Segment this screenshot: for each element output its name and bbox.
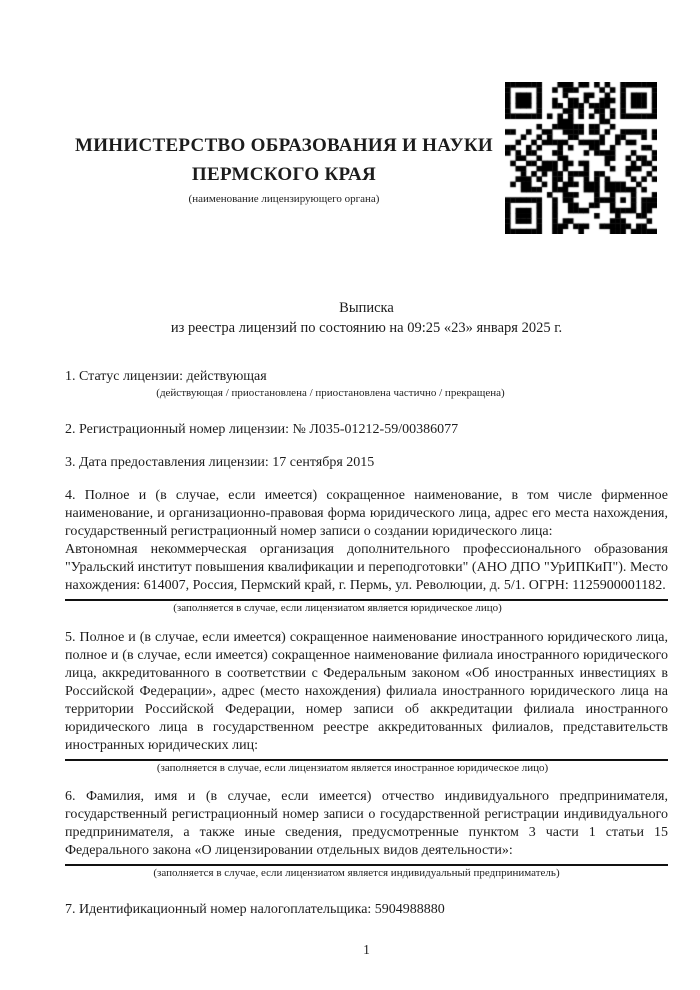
page-number: 1 [363,942,370,957]
ministry-name-line2: ПЕРМСКОГО КРАЯ [191,164,377,185]
document-title-line1: Выписка [339,300,394,316]
license-status-text: 1. Статус лицензии: действующая [65,369,267,384]
individual-entrepreneur-caption: (заполняется в случае, если лицензиатом является индивидуальный предприниматель) [153,867,560,879]
field-registration-number: 2. Регистрационный номер лицензии: № Л035-01212-59/00386077 [65,422,459,437]
qr-code [505,82,657,234]
field-license-status [65,368,668,401]
legal-entity-value: Автономная некоммерческая организация дополнительного профессионального образования "Уральский институт повышения квалификации и переподготовки" (АНО ДПО "УрИПКиП"). Место нахождения: 614007, Россия, Пермский край, г. Пермь, ул. Революции, д. 5/1. ОГРН: 1125900001182. [65,542,668,593]
document-header [65,0,668,238]
ministry-caption: (наименование лицензирующего органа) [188,193,380,205]
individual-entrepreneur-label: 6. Фамилия, имя и (в случае, если имеется) отчество индивидуального предпринимателя, государственный регистрационный номер записи о государственной регистрации индивидуального предпринимателя, а также иные сведения, предусмотренные пунктом 3 части 1 статьи 15 Федерального закона «О лицензировании отдельных видов деятельности»: [65,789,668,858]
field-legal-entity [65,487,668,616]
document-title-line2: из реестра лицензий по состоянию на 09:25 «23» января 2025 г. [170,320,563,336]
licensing-authority-block [65,131,503,206]
legal-entity-label: 4. Полное и (в случае, если имеется) сокращенное наименование, в том числе фирменное наименование, и организационно-правовая форма юридического лица, адрес его места нахождения, государственный регистрационный номер записи о создании юридического лица: [65,488,668,539]
document-title [65,298,668,338]
qr-code-block [505,82,657,234]
field-individual-entrepreneur [65,788,668,881]
ministry-name-line1: МИНИСТЕРСТВО ОБРАЗОВАНИЯ И НАУКИ [74,135,494,156]
legal-entity-caption: (заполняется в случае, если лицензиатом является юридическое лицо) [173,602,502,614]
foreign-entity-caption: (заполняется в случае, если лицензиатом является иностранное юридическое лицо) [156,762,549,774]
license-status-caption: (действующая / приостановлена / приостановлена частично / прекращена) [156,387,505,399]
field-foreign-entity [65,629,668,776]
field-taxpayer-number: 7. Идентификационный номер налогоплательщика: 5904988880 [65,902,445,917]
field-grant-date: 3. Дата предоставления лицензии: 17 сентября 2015 [65,455,375,470]
foreign-entity-label: 5. Полное и (в случае, если имеется) сокращенное наименование иностранного юридического лица, полное и (в случае, если имеется) сокращенное наименование филиала иностранного юридического лица, аккредитованного в соответствии с Федеральным законом «Об иностранных инвестициях в Российской Федерации», адрес (место нахождения) филиала иностранного юридического лица на территории Российской Федерации, номер записи об аккредитации филиала иностранного юридического лица в государственном реестре аккредитованных филиалов, представительств иностранных юридических лиц: [65,630,668,753]
